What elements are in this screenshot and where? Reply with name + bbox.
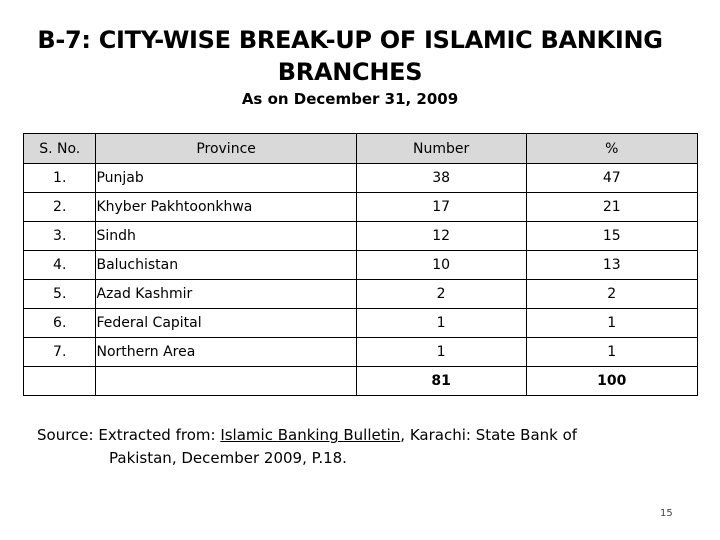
source-word-bulletin: Bulletin bbox=[343, 426, 401, 444]
cell-sno: 1. bbox=[24, 164, 96, 193]
cell-province: Federal Capital bbox=[96, 309, 356, 338]
header-number: Number bbox=[356, 134, 526, 164]
total-number: 81 bbox=[356, 367, 526, 396]
header-percent: % bbox=[526, 134, 697, 164]
cell-province: Punjab bbox=[96, 164, 356, 193]
source-prefix: Source: Extracted from: bbox=[37, 426, 221, 444]
cell-province: Azad Kashmir bbox=[96, 280, 356, 309]
cell-number: 38 bbox=[356, 164, 526, 193]
table-row bbox=[24, 309, 698, 338]
cell-number: 10 bbox=[356, 251, 526, 280]
cell-percent: 2 bbox=[526, 280, 697, 309]
cell-number: 1 bbox=[356, 309, 526, 338]
cell-number: 1 bbox=[356, 338, 526, 367]
table-row bbox=[24, 193, 698, 222]
source-word-islamic: Islamic bbox=[220, 426, 273, 444]
cell-province: Sindh bbox=[96, 222, 356, 251]
cell-sno: 5. bbox=[24, 280, 96, 309]
cell-number: 17 bbox=[356, 193, 526, 222]
source-note bbox=[37, 424, 687, 470]
title-line-2: BRANCHES bbox=[277, 58, 423, 86]
cell-percent: 13 bbox=[526, 251, 697, 280]
source-word-banking: Banking bbox=[277, 426, 339, 444]
cell-sno: 6. bbox=[24, 309, 96, 338]
table-row bbox=[24, 280, 698, 309]
table-row bbox=[24, 222, 698, 251]
header-sno: S. No. bbox=[24, 134, 96, 164]
cell-percent: 15 bbox=[526, 222, 697, 251]
slide-subtitle: As on December 31, 2009 bbox=[241, 90, 459, 108]
cell-percent: 1 bbox=[526, 338, 697, 367]
total-blank-province bbox=[96, 367, 356, 396]
table-row bbox=[24, 338, 698, 367]
total-row bbox=[24, 367, 698, 396]
branches-table bbox=[23, 133, 698, 396]
cell-province: Northern Area bbox=[96, 338, 356, 367]
cell-number: 12 bbox=[356, 222, 526, 251]
header-province: Province bbox=[96, 134, 356, 164]
source-middle: , Karachi: State Bank of bbox=[400, 426, 578, 444]
table-row bbox=[24, 164, 698, 193]
total-blank-sno bbox=[24, 367, 96, 396]
cell-province: Baluchistan bbox=[96, 251, 356, 280]
source-line-2: Pakistan, December 2009, P.18. bbox=[109, 449, 347, 467]
cell-sno: 7. bbox=[24, 338, 96, 367]
slide-title bbox=[20, 24, 680, 88]
table-row bbox=[24, 251, 698, 280]
cell-percent: 21 bbox=[526, 193, 697, 222]
cell-sno: 2. bbox=[24, 193, 96, 222]
page-number: 15 bbox=[660, 508, 673, 519]
cell-province: Khyber Pakhtoonkhwa bbox=[96, 193, 356, 222]
cell-sno: 3. bbox=[24, 222, 96, 251]
cell-percent: 1 bbox=[526, 309, 697, 338]
total-percent: 100 bbox=[526, 367, 697, 396]
cell-percent: 47 bbox=[526, 164, 697, 193]
table-header-row bbox=[24, 134, 698, 164]
cell-sno: 4. bbox=[24, 251, 96, 280]
title-line-1: B-7: CITY-WISE BREAK-UP OF ISLAMIC BANKING bbox=[37, 26, 663, 54]
cell-number: 2 bbox=[356, 280, 526, 309]
